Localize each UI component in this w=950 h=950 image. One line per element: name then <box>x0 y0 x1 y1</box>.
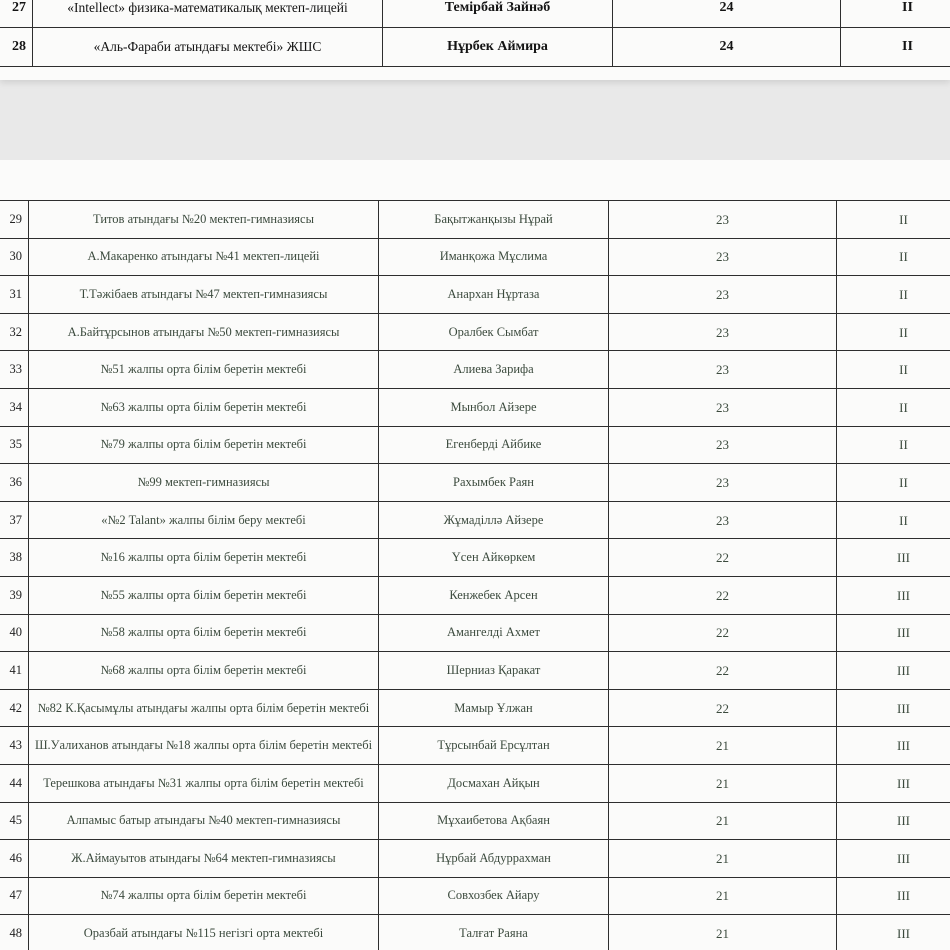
student-name: Рахымбек Раян <box>379 464 609 502</box>
table-row <box>0 238 950 276</box>
table-row <box>0 388 950 426</box>
table-row <box>0 576 950 614</box>
award-degree: III <box>837 689 950 727</box>
student-name: Мұхаибетова Ақбаян <box>379 802 609 840</box>
student-name: Нұрбек Аймира <box>383 28 613 67</box>
table-row <box>0 877 950 915</box>
row-number: 41 <box>0 652 29 690</box>
table-row <box>0 915 950 950</box>
award-degree: III <box>837 727 950 765</box>
student-name: Үсен Айкөркем <box>379 539 609 577</box>
school-name: Ж.Аймауытов атындағы №64 мектеп-гимназиясы <box>29 840 379 878</box>
score-value: 22 <box>609 652 837 690</box>
score-value: 23 <box>609 201 837 239</box>
table-row <box>0 426 950 464</box>
student-name: Досмахан Айқын <box>379 764 609 802</box>
row-number: 28 <box>0 28 33 67</box>
table-row <box>0 28 950 67</box>
school-name: «Аль-Фараби атындағы мектебі» ЖШС <box>33 28 383 67</box>
score-value: 21 <box>609 764 837 802</box>
student-name: Нұрбай Абдуррахман <box>379 840 609 878</box>
award-degree: II <box>837 313 950 351</box>
score-value: 22 <box>609 539 837 577</box>
table-row <box>0 0 950 28</box>
row-number: 39 <box>0 576 29 614</box>
table-row <box>0 201 950 239</box>
score-value: 24 <box>613 0 841 28</box>
score-value: 23 <box>609 238 837 276</box>
student-name: Анархан Нұртаза <box>379 276 609 314</box>
score-value: 23 <box>609 351 837 389</box>
school-name: №55 жалпы орта білім беретін мектебі <box>29 576 379 614</box>
school-name: №79 жалпы орта білім беретін мектебі <box>29 426 379 464</box>
score-value: 22 <box>609 576 837 614</box>
student-name: Шерниаз Қаракат <box>379 652 609 690</box>
award-degree: III <box>837 652 950 690</box>
award-degree: II <box>837 351 950 389</box>
student-name: Кенжебек Арсен <box>379 576 609 614</box>
award-degree: III <box>837 539 950 577</box>
award-degree: III <box>837 764 950 802</box>
award-degree: III <box>837 915 950 950</box>
school-name: №63 жалпы орта білім беретін мектебі <box>29 388 379 426</box>
award-degree: III <box>837 614 950 652</box>
student-name: Мынбол Айзере <box>379 388 609 426</box>
document-page-top <box>0 0 950 80</box>
school-name: №68 жалпы орта білім беретін мектебі <box>29 652 379 690</box>
row-number: 30 <box>0 238 29 276</box>
row-number: 35 <box>0 426 29 464</box>
row-number: 47 <box>0 877 29 915</box>
student-name: Алиева Зарифа <box>379 351 609 389</box>
student-name: Мамыр Ұлжан <box>379 689 609 727</box>
award-degree: II <box>837 501 950 539</box>
school-name: «№2 Talant» жалпы білім беру мектебі <box>29 501 379 539</box>
row-number: 37 <box>0 501 29 539</box>
student-name: Жұмаділлә Айзере <box>379 501 609 539</box>
score-value: 21 <box>609 915 837 950</box>
award-degree: II <box>837 276 950 314</box>
row-number: 31 <box>0 276 29 314</box>
row-number: 44 <box>0 764 29 802</box>
award-degree: II <box>841 0 950 28</box>
award-degree: II <box>837 238 950 276</box>
award-degree: III <box>837 576 950 614</box>
row-number: 45 <box>0 802 29 840</box>
score-value: 23 <box>609 501 837 539</box>
table-row <box>0 539 950 577</box>
score-value: 21 <box>609 840 837 878</box>
award-degree: II <box>837 201 950 239</box>
row-number: 36 <box>0 464 29 502</box>
score-value: 23 <box>609 313 837 351</box>
school-name: №51 жалпы орта білім беретін мектебі <box>29 351 379 389</box>
school-name: «Intellect» физика-математикалық мектеп-лицейі <box>33 0 383 28</box>
row-number: 48 <box>0 915 29 950</box>
table-row <box>0 840 950 878</box>
row-number: 33 <box>0 351 29 389</box>
student-name: Совхозбек Айару <box>379 877 609 915</box>
student-name: Талғат Раяна <box>379 915 609 950</box>
school-name: Ш.Уалиханов атындағы №18 жалпы орта білім беретін мектебі <box>29 727 379 765</box>
award-degree: II <box>837 464 950 502</box>
score-value: 22 <box>609 614 837 652</box>
score-value: 23 <box>609 276 837 314</box>
row-number: 27 <box>0 0 33 28</box>
table-row <box>0 464 950 502</box>
results-table <box>0 200 950 950</box>
table-row <box>0 501 950 539</box>
school-name: Титов атындағы №20 мектеп-гимназиясы <box>29 201 379 239</box>
row-number: 32 <box>0 313 29 351</box>
student-name: Амангелді Ахмет <box>379 614 609 652</box>
student-name: Иманқожа Мұслима <box>379 238 609 276</box>
score-value: 21 <box>609 727 837 765</box>
row-number: 42 <box>0 689 29 727</box>
table-row <box>0 802 950 840</box>
row-number: 38 <box>0 539 29 577</box>
school-name: №58 жалпы орта білім беретін мектебі <box>29 614 379 652</box>
table-row <box>0 689 950 727</box>
row-number: 43 <box>0 727 29 765</box>
row-number: 40 <box>0 614 29 652</box>
score-value: 21 <box>609 802 837 840</box>
score-value: 21 <box>609 877 837 915</box>
school-name: №74 жалпы орта білім беретін мектебі <box>29 877 379 915</box>
table-row <box>0 276 950 314</box>
table-row <box>0 351 950 389</box>
school-name: Т.Тәжібаев атындағы №47 мектеп-гимназиясы <box>29 276 379 314</box>
document-page-bottom <box>0 160 950 950</box>
school-name: Оразбай атындағы №115 негізгі орта мектебі <box>29 915 379 950</box>
student-name: Бақытжанқызы Нұрай <box>379 201 609 239</box>
school-name: №82 К.Қасымұлы атындағы жалпы орта білім беретін мектебі <box>29 689 379 727</box>
student-name: Егенберді Айбике <box>379 426 609 464</box>
score-value: 22 <box>609 689 837 727</box>
score-value: 23 <box>609 464 837 502</box>
award-degree: III <box>837 877 950 915</box>
student-name: Темірбай Зайнәб <box>383 0 613 28</box>
table-row <box>0 764 950 802</box>
score-value: 23 <box>609 426 837 464</box>
award-degree: II <box>837 388 950 426</box>
student-name: Оралбек Сымбат <box>379 313 609 351</box>
award-degree: III <box>837 802 950 840</box>
score-value: 24 <box>613 28 841 67</box>
table-row <box>0 727 950 765</box>
school-name: №16 жалпы орта білім беретін мектебі <box>29 539 379 577</box>
row-number: 46 <box>0 840 29 878</box>
school-name: Терешкова атындағы №31 жалпы орта білім беретін мектебі <box>29 764 379 802</box>
table-row <box>0 652 950 690</box>
school-name: А.Макаренко атындағы №41 мектеп-лицейі <box>29 238 379 276</box>
student-name: Тұрсынбай Ерсұлтан <box>379 727 609 765</box>
school-name: №99 мектеп-гимназиясы <box>29 464 379 502</box>
school-name: А.Байтұрсынов атындағы №50 мектеп-гимназиясы <box>29 313 379 351</box>
table-row <box>0 313 950 351</box>
row-number: 29 <box>0 201 29 239</box>
results-table-top <box>0 0 950 67</box>
award-degree: II <box>841 28 950 67</box>
school-name: Алпамыс батыр атындағы №40 мектеп-гимназиясы <box>29 802 379 840</box>
score-value: 23 <box>609 388 837 426</box>
row-number: 34 <box>0 388 29 426</box>
table-row <box>0 614 950 652</box>
award-degree: III <box>837 840 950 878</box>
award-degree: II <box>837 426 950 464</box>
